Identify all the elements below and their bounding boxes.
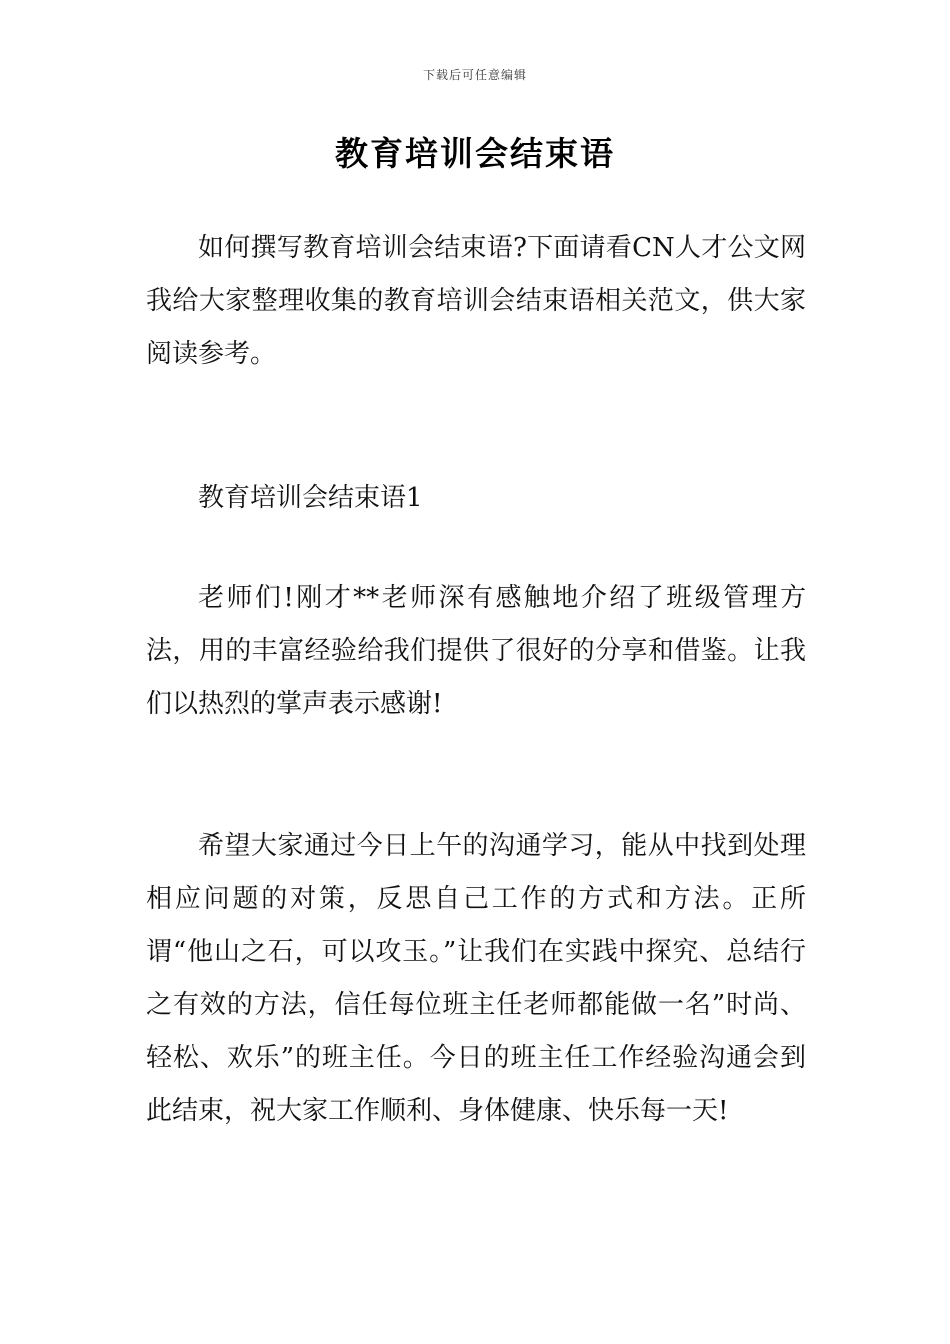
section-heading: 教育培训会结束语1 xyxy=(198,483,423,513)
intro-paragraph: 如何撰写教育培训会结束语?下面请看CN人才公文网我给大家整理收集的教育培训会结束语相关范文，供大家阅读参考。 xyxy=(146,233,806,369)
body-paragraph-1: 老师们!刚才**老师深有感触地介绍了班级管理方法，用的丰富经验给我们提供了很好的分享和借鉴。让我们以热烈的掌声表示感谢! xyxy=(146,583,806,719)
body-paragraph-2: 希望大家通过今日上午的沟通学习，能从中找到处理相应问题的对策，反思自己工作的方式和方法。正所谓“他山之石，可以攻玉。”让我们在实践中探究、总结行之有效的方法，信任每位班主任老师都能做一名”时尚、轻松、欢乐”的班主任。今日的班主任工作经验沟通会到此结束，祝大家工作顺利、身体健康、快乐每一天! xyxy=(146,831,806,1126)
header-note: 下载后可任意编辑 xyxy=(422,68,527,82)
document-title: 教育培训会结束语 xyxy=(335,134,615,173)
